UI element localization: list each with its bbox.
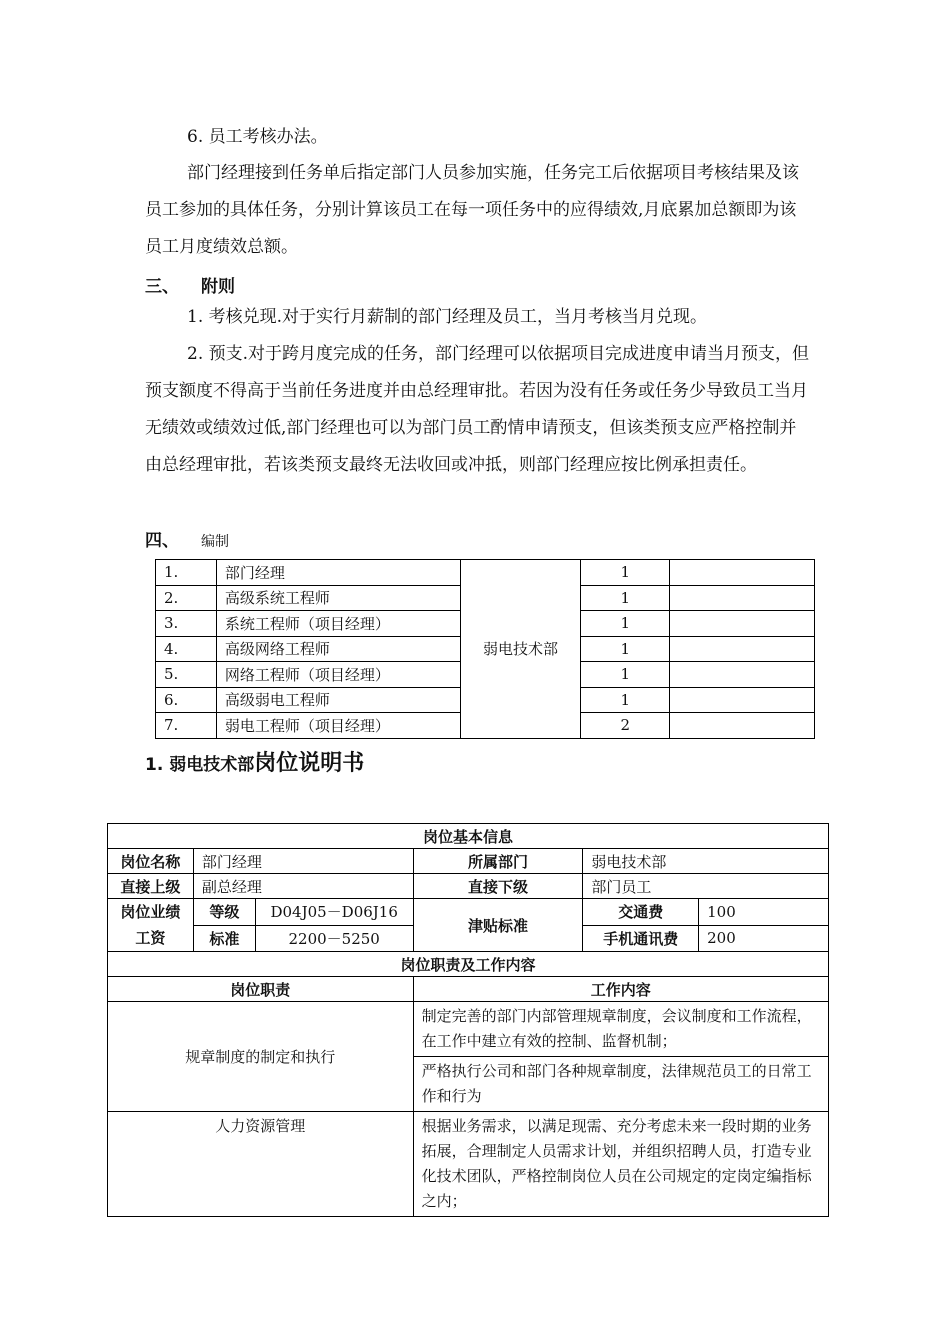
table-row xyxy=(108,1112,829,1217)
position-title: 高级弱电工程师 xyxy=(216,687,460,713)
subordinate-label: 直接下级 xyxy=(413,874,583,899)
empty-cell xyxy=(670,611,815,637)
phone-value: 200 xyxy=(699,925,829,952)
duty-content: 制定完善的部门内部管理规章制度，会议制度和工作流程，在工作中建立有效的控制、监督机制； xyxy=(413,1002,828,1057)
section-3-heading: 三、 附则 xyxy=(145,277,235,297)
empty-cell xyxy=(670,636,815,662)
table-row xyxy=(108,849,829,874)
duty-name: 人力资源管理 xyxy=(108,1112,414,1217)
position-title: 系统工程师（项目经理） xyxy=(216,611,460,637)
post-name-label: 岗位名称 xyxy=(108,849,194,874)
subordinate-value: 部门员工 xyxy=(583,874,829,899)
row-number: 3. xyxy=(156,611,217,637)
position-title: 高级系统工程师 xyxy=(216,585,460,611)
dept-value: 弱电技术部 xyxy=(583,849,829,874)
position-title: 弱电工程师（项目经理） xyxy=(216,713,460,739)
basic-info-header: 岗位基本信息 xyxy=(108,824,829,849)
phone-label: 手机通讯费 xyxy=(583,925,699,952)
standard-label: 标准 xyxy=(193,925,255,952)
headcount: 1 xyxy=(581,560,670,586)
row-number: 2. xyxy=(156,585,217,611)
table-row xyxy=(108,977,829,1002)
standard-value: 2200－5250 xyxy=(255,925,413,952)
headcount: 1 xyxy=(581,687,670,713)
row-number: 1. xyxy=(156,560,217,586)
dept-label: 所属部门 xyxy=(413,849,583,874)
section-4-heading: 四、 编制 xyxy=(145,531,229,551)
duty-column-header: 岗位职责 xyxy=(108,977,414,1002)
superior-value: 副总经理 xyxy=(193,874,413,899)
duties-header: 岗位职责及工作内容 xyxy=(108,952,829,977)
headcount: 2 xyxy=(581,713,670,739)
headcount: 1 xyxy=(581,636,670,662)
transport-label: 交通费 xyxy=(583,899,699,926)
position-title: 网络工程师（项目经理） xyxy=(216,662,460,688)
duty-content: 严格执行公司和部门各种规章制度，法律规范员工的日常工作和行为 xyxy=(413,1057,828,1112)
empty-cell xyxy=(670,560,815,586)
empty-cell xyxy=(670,662,815,688)
table-row xyxy=(108,899,829,926)
position-title: 高级网络工程师 xyxy=(216,636,460,662)
position-title: 部门经理 xyxy=(216,560,460,586)
job-description-table xyxy=(107,823,829,1217)
s3-item-1: 1. 考核兑现.对于实行月薪制的部门经理及员工，当月考核当月兑现。 xyxy=(187,307,708,327)
headcount: 1 xyxy=(581,662,670,688)
table-row xyxy=(108,1002,829,1057)
department-cell: 弱电技术部 xyxy=(460,560,581,739)
grade-value: D04J05－D06J16 xyxy=(255,899,413,926)
table-row xyxy=(108,824,829,849)
job-description-title: 1. 弱电技术部岗位说明书 xyxy=(145,751,365,776)
allowance-label: 津贴标准 xyxy=(413,899,583,952)
post-name-value: 部门经理 xyxy=(193,849,413,874)
duty-content: 根据业务需求，以满足现需、充分考虑未来一段时期的业务拓展，合理制定人员需求计划，并组织招聘人员，打造专业化技术团队，严格控制岗位人员在公司规定的定岗定编指标之内； xyxy=(413,1112,828,1217)
table-row xyxy=(156,560,815,586)
empty-cell xyxy=(670,687,815,713)
transport-value: 100 xyxy=(699,899,829,926)
salary-label: 岗位业绩 工资 xyxy=(108,899,194,952)
grade-label: 等级 xyxy=(193,899,255,926)
headcount: 1 xyxy=(581,585,670,611)
row-number: 7. xyxy=(156,713,217,739)
table-row xyxy=(108,952,829,977)
s3-item-2: 2. 预支.对于跨月度完成的任务，部门经理可以依据项目完成进度申请当月预支，但预支额度不得高于当前任务进度并由总经理审批。若因为没有任务或任务少导致员工当月无绩效或绩效过低,部门经理也可以为部门员工酌情申请预支，但该类预支应严格控制并由总经理审批，若该类预支最终无法收回或冲抵，则部门经理应按比例承担责任。 xyxy=(145,344,810,475)
row-number: 5. xyxy=(156,662,217,688)
empty-cell xyxy=(670,585,815,611)
row-number: 4. xyxy=(156,636,217,662)
duty-name: 规章制度的制定和执行 xyxy=(108,1002,414,1112)
item-6-body: 部门经理接到任务单后指定部门人员参加实施，任务完工后依据项目考核结果及该员工参加的具体任务，分别计算该员工在每一项任务中的应得绩效,月底累加总额即为该员工月度绩效总额。 xyxy=(145,163,799,257)
table-row xyxy=(108,874,829,899)
row-number: 6. xyxy=(156,687,217,713)
item-6: 6. 员工考核办法。 xyxy=(187,127,328,147)
headcount: 1 xyxy=(581,611,670,637)
superior-label: 直接上级 xyxy=(108,874,194,899)
staffing-table xyxy=(155,559,815,739)
content-column-header: 工作内容 xyxy=(413,977,828,1002)
empty-cell xyxy=(670,713,815,739)
